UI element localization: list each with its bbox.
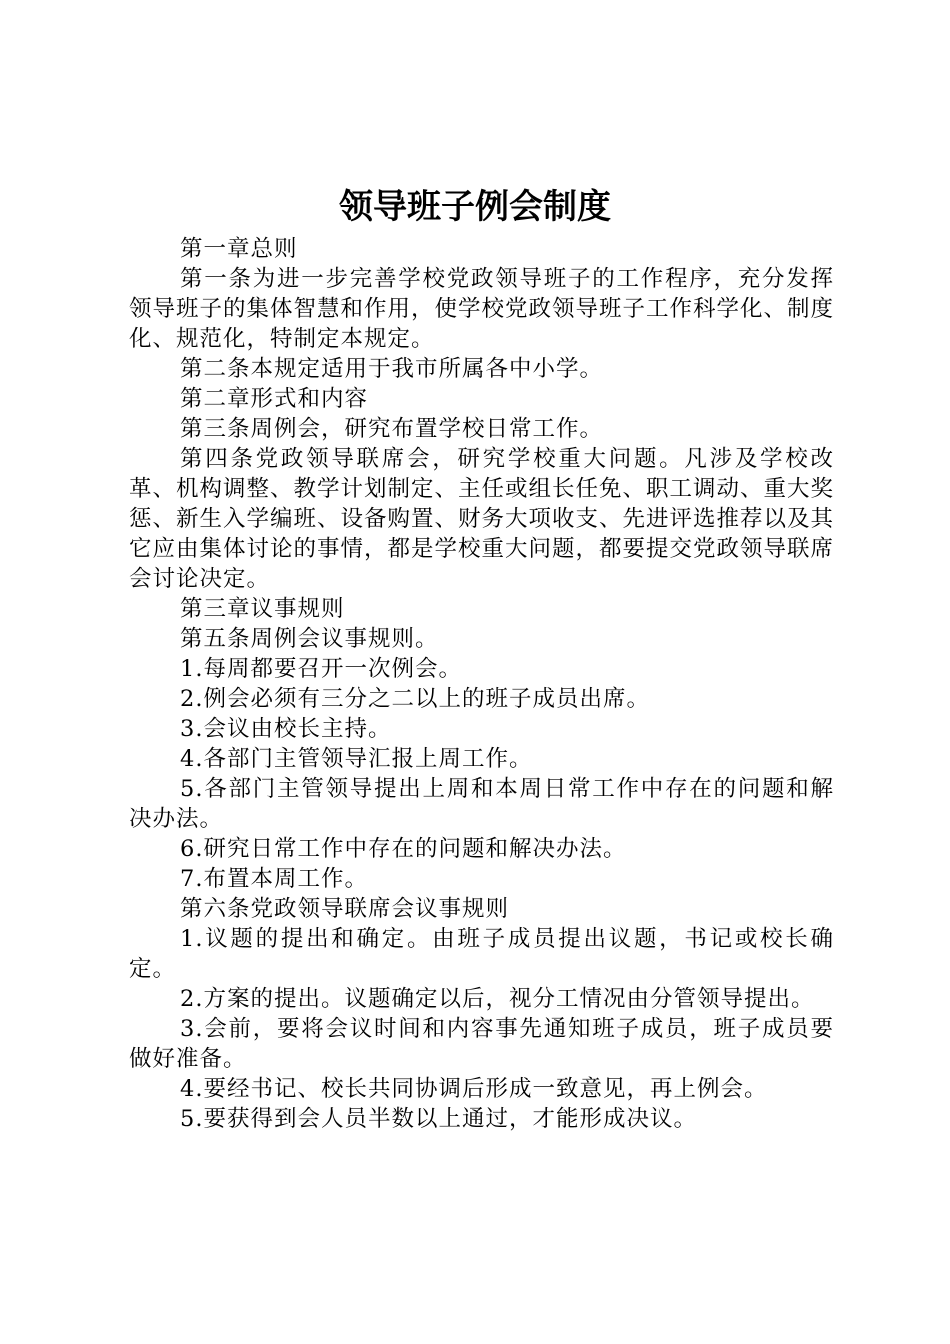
list-item: 3.会前，要将会议时间和内容事先通知班子成员，班子成员要做好准备。 <box>129 1016 834 1072</box>
chapter-heading: 第二章形式和内容 <box>180 386 369 412</box>
article-paragraph: 第四条党政领导联席会，研究学校重大问题。凡涉及学校改革、机构调整、教学计划制定、主任或组长任免、职工调动、重大奖惩、新生入学编班、设备购置、财务大项收支、先进评选推荐以及其它应由集体讨论的事情，都是学校重大问题，都要提交党政领导联席会讨论决定。 <box>129 446 835 592</box>
list-item: 5.各部门主管领导提出上周和本周日常工作中存在的问题和解决办法。 <box>129 776 834 832</box>
article-paragraph: 第六条党政领导联席会议事规则 <box>180 896 510 922</box>
list-item: 6.研究日常工作中存在的问题和解决办法。 <box>180 836 627 862</box>
list-item: 3.会议由校长主持。 <box>180 716 392 742</box>
article-paragraph: 第二条本规定适用于我市所属各中小学。 <box>180 356 604 382</box>
article-paragraph: 第三条周例会，研究布置学校日常工作。 <box>180 416 604 442</box>
list-item: 2.例会必须有三分之二以上的班子成员出席。 <box>180 686 650 712</box>
article-paragraph: 第一条为进一步完善学校党政领导班子的工作程序，充分发挥领导班子的集体智慧和作用，使学校党政领导班子工作科学化、制度化、规范化，特制定本规定。 <box>129 266 835 352</box>
list-item: 7.布置本周工作。 <box>180 866 368 892</box>
chapter-heading: 第一章总则 <box>180 236 298 262</box>
list-item: 2.方案的提出。议题确定以后，视分工情况由分管领导提出。 <box>180 986 815 1012</box>
document-body <box>129 234 834 1134</box>
document-title: 领导班子例会制度 <box>339 187 611 227</box>
chapter-heading: 第三章议事规则 <box>180 596 345 622</box>
list-item: 4.各部门主管领导汇报上周工作。 <box>180 746 533 772</box>
article-paragraph: 第五条周例会议事规则。 <box>180 626 439 652</box>
list-item: 1.议题的提出和确定。由班子成员提出议题，书记或校长确定。 <box>129 926 834 982</box>
list-item: 5.要获得到会人员半数以上通过，才能形成决议。 <box>180 1106 697 1132</box>
list-item: 4.要经书记、校长共同协调后形成一致意见，再上例会。 <box>180 1076 768 1102</box>
list-item: 1.每周都要召开一次例会。 <box>180 656 462 682</box>
